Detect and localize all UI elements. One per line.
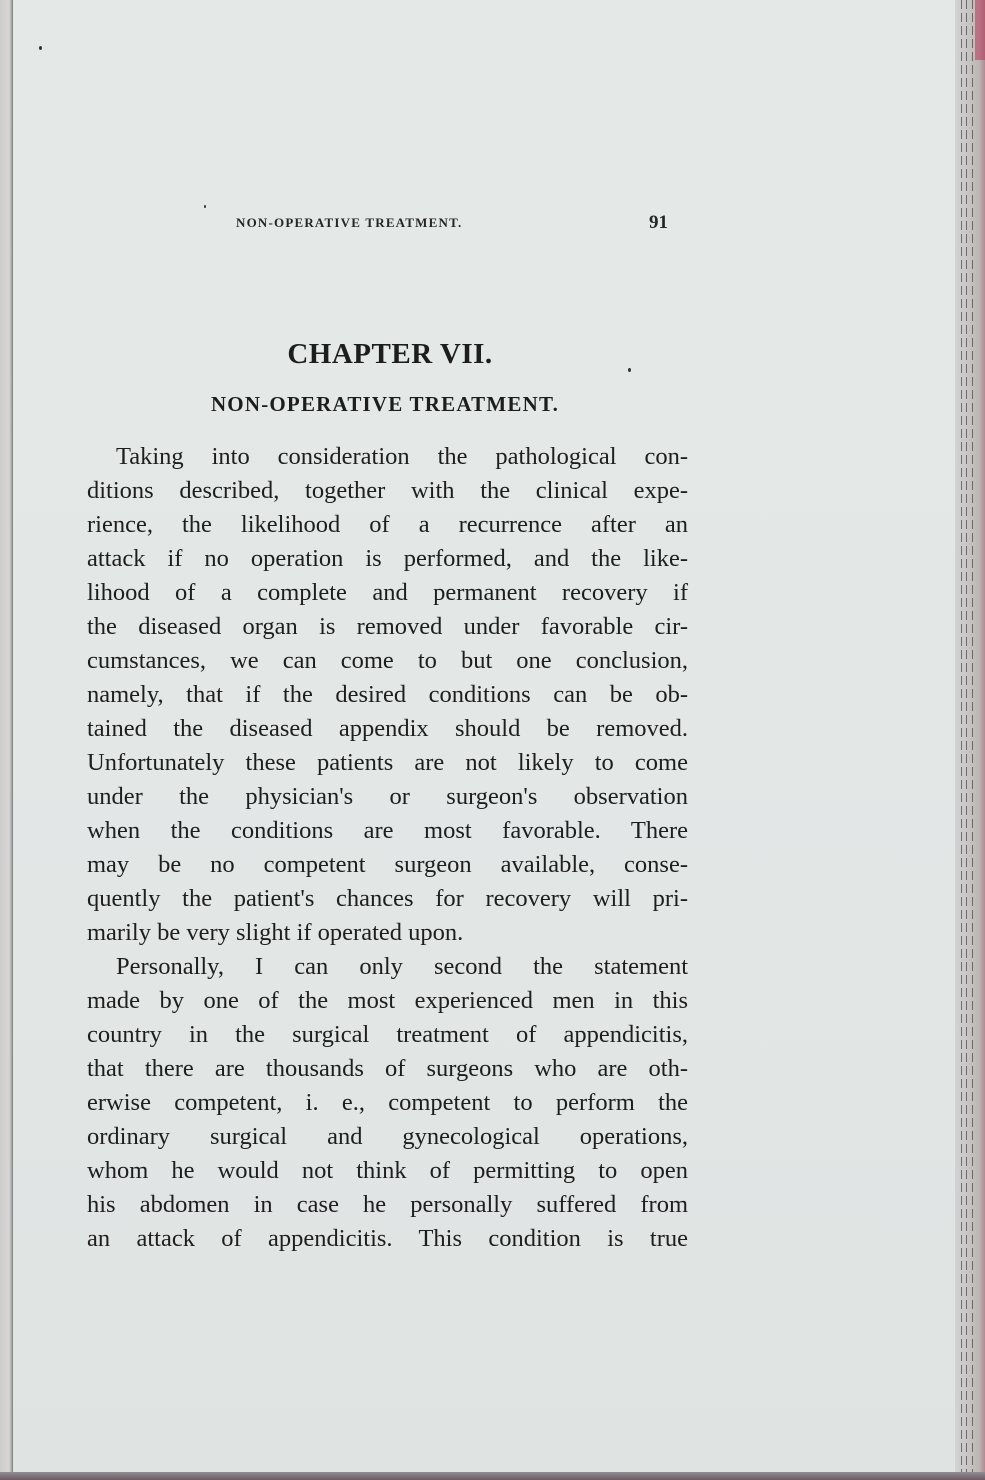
page-edge-stack [955,0,985,1480]
text-line: under the physician's or surgeon's observation [87,783,688,810]
page-number: 91 [649,212,668,233]
paragraph-2 [87,950,688,1256]
text-line: erwise competent, i. e., competent to perform the [87,1089,688,1116]
text-line: cumstances, we can come to but one conclusion, [87,647,688,674]
text-line: lihood of a complete and permanent recovery if [87,579,688,606]
book-gutter-shadow [0,0,13,1480]
chapter-number: CHAPTER VII. [287,338,493,370]
paper-speck [39,46,42,50]
text-line: ditions described, together with the clinical expe- [87,477,688,504]
text-line: namely, that if the desired conditions can be ob- [87,681,688,708]
text-line: Taking into consideration the pathological con- [116,443,688,470]
text-line: his abdomen in case he personally suffered from [87,1191,688,1218]
text-line: ordinary surgical and gynecological operations, [87,1123,688,1150]
text-line: an attack of appendicitis. This condition is true [87,1225,688,1252]
chapter-title: NON-OPERATIVE TREATMENT. [210,392,560,416]
text-line: Unfortunately these patients are not likely to come [87,749,688,776]
text-line: made by one of the most experienced men in this [87,987,688,1014]
paragraph-1 [87,440,688,950]
running-head-title: NON-OPERATIVE TREATMENT. [236,215,463,230]
body-text [87,440,688,1256]
text-line: Personally, I can only second the statement [116,953,688,980]
text-line: quently the patient's chances for recovery will pri- [87,885,688,912]
text-line: when the conditions are most favorable. There [87,817,688,844]
text-line: the diseased organ is removed under favorable cir- [87,613,688,640]
text-line: tained the diseased appendix should be removed. [87,715,688,742]
text-line: rience, the likelihood of a recurrence after an [87,511,688,538]
book-bottom-edge [0,1472,985,1480]
text-line: country in the surgical treatment of appendicitis, [87,1021,688,1048]
text-line: may be no competent surgeon available, conse- [87,851,688,878]
text-line: that there are thousands of surgeons who are oth- [87,1055,688,1082]
text-line: whom he would not think of permitting to open [87,1157,688,1184]
paper-speck [204,205,206,208]
text-line: attack if no operation is performed, and the like- [87,545,688,572]
text-line: marily be very slight if operated upon. [87,919,464,946]
